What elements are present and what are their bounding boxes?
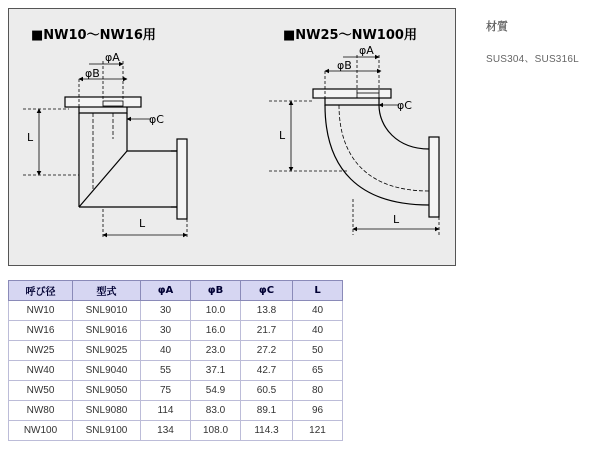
right-elbow-drawing <box>313 89 439 217</box>
cell-model: SNL9100 <box>73 421 141 441</box>
left-dim-c-label: φC <box>149 113 164 126</box>
header-nominal-size: 呼び径 <box>9 281 73 301</box>
cell-dim-l: 65 <box>293 361 343 381</box>
cell-nominal-size: NW100 <box>9 421 73 441</box>
cell-dim-c: 42.7 <box>241 361 293 381</box>
cell-model: SNL9025 <box>73 341 141 361</box>
cell-nominal-size: NW50 <box>9 381 73 401</box>
table-row <box>9 381 343 401</box>
cell-model: SNL9040 <box>73 361 141 381</box>
cell-dim-l: 40 <box>293 321 343 341</box>
cell-dim-a: 30 <box>141 321 191 341</box>
header-dim-c: φC <box>241 281 293 301</box>
cell-dim-c: 60.5 <box>241 381 293 401</box>
left-dim-l-vertical-label: L <box>27 131 34 144</box>
cell-model: SNL9050 <box>73 381 141 401</box>
cell-dim-b: 54.9 <box>191 381 241 401</box>
material-label: 材質 <box>486 20 508 33</box>
cell-model: SNL9080 <box>73 401 141 421</box>
cell-dim-c: 13.8 <box>241 301 293 321</box>
material-value: SUS304、SUS316L <box>486 54 579 65</box>
cell-dim-c: 27.2 <box>241 341 293 361</box>
cell-dim-b: 10.0 <box>191 301 241 321</box>
table-row <box>9 341 343 361</box>
right-dimensions <box>269 55 439 235</box>
cell-dim-a: 40 <box>141 341 191 361</box>
cell-nominal-size: NW80 <box>9 401 73 421</box>
cell-nominal-size: NW16 <box>9 321 73 341</box>
cell-dim-b: 83.0 <box>191 401 241 421</box>
left-dimensions <box>23 61 187 239</box>
right-dim-l-horizontal-label: L <box>393 213 400 226</box>
cell-dim-c: 114.3 <box>241 421 293 441</box>
cell-nominal-size: NW10 <box>9 301 73 321</box>
cell-dim-a: 55 <box>141 361 191 381</box>
table-row <box>9 321 343 341</box>
cell-nominal-size: NW25 <box>9 341 73 361</box>
right-dim-a-label: φA <box>359 44 374 57</box>
left-drawing-title: ■NW10〜NW16用 <box>31 28 156 43</box>
left-elbow-drawing <box>65 97 187 219</box>
cell-dim-a: 114 <box>141 401 191 421</box>
table-row <box>9 401 343 421</box>
cell-dim-a: 134 <box>141 421 191 441</box>
header-model: 型式 <box>73 281 141 301</box>
drawing-panel <box>8 8 456 266</box>
table-row <box>9 361 343 381</box>
cell-dim-c: 89.1 <box>241 401 293 421</box>
table-body <box>9 301 343 441</box>
right-dim-l-vertical-label: L <box>279 129 286 142</box>
cell-dim-l: 80 <box>293 381 343 401</box>
cell-dim-l: 50 <box>293 341 343 361</box>
cell-model: SNL9016 <box>73 321 141 341</box>
cell-dim-b: 108.0 <box>191 421 241 441</box>
header-dim-l: L <box>293 281 343 301</box>
cell-dim-a: 75 <box>141 381 191 401</box>
cell-nominal-size: NW40 <box>9 361 73 381</box>
table-row <box>9 301 343 321</box>
elbow-drawings <box>9 9 457 267</box>
cell-dim-l: 40 <box>293 301 343 321</box>
header-dim-b: φB <box>191 281 241 301</box>
table-row <box>9 421 343 441</box>
cell-dim-b: 16.0 <box>191 321 241 341</box>
cell-dim-c: 21.7 <box>241 321 293 341</box>
table-header-row <box>9 281 343 301</box>
cell-dim-b: 37.1 <box>191 361 241 381</box>
cell-model: SNL9010 <box>73 301 141 321</box>
right-drawing-title: ■NW25〜NW100用 <box>283 28 417 43</box>
left-dim-b-label: φB <box>85 67 100 80</box>
cell-dim-b: 23.0 <box>191 341 241 361</box>
cell-dim-l: 121 <box>293 421 343 441</box>
cell-dim-l: 96 <box>293 401 343 421</box>
cell-dim-a: 30 <box>141 301 191 321</box>
spec-table <box>8 280 343 441</box>
right-dim-b-label: φB <box>337 59 352 72</box>
left-dim-a-label: φA <box>105 51 120 64</box>
header-dim-a: φA <box>141 281 191 301</box>
right-dim-c-label: φC <box>397 99 412 112</box>
left-dim-l-horizontal-label: L <box>139 217 146 230</box>
material-info <box>486 18 596 65</box>
